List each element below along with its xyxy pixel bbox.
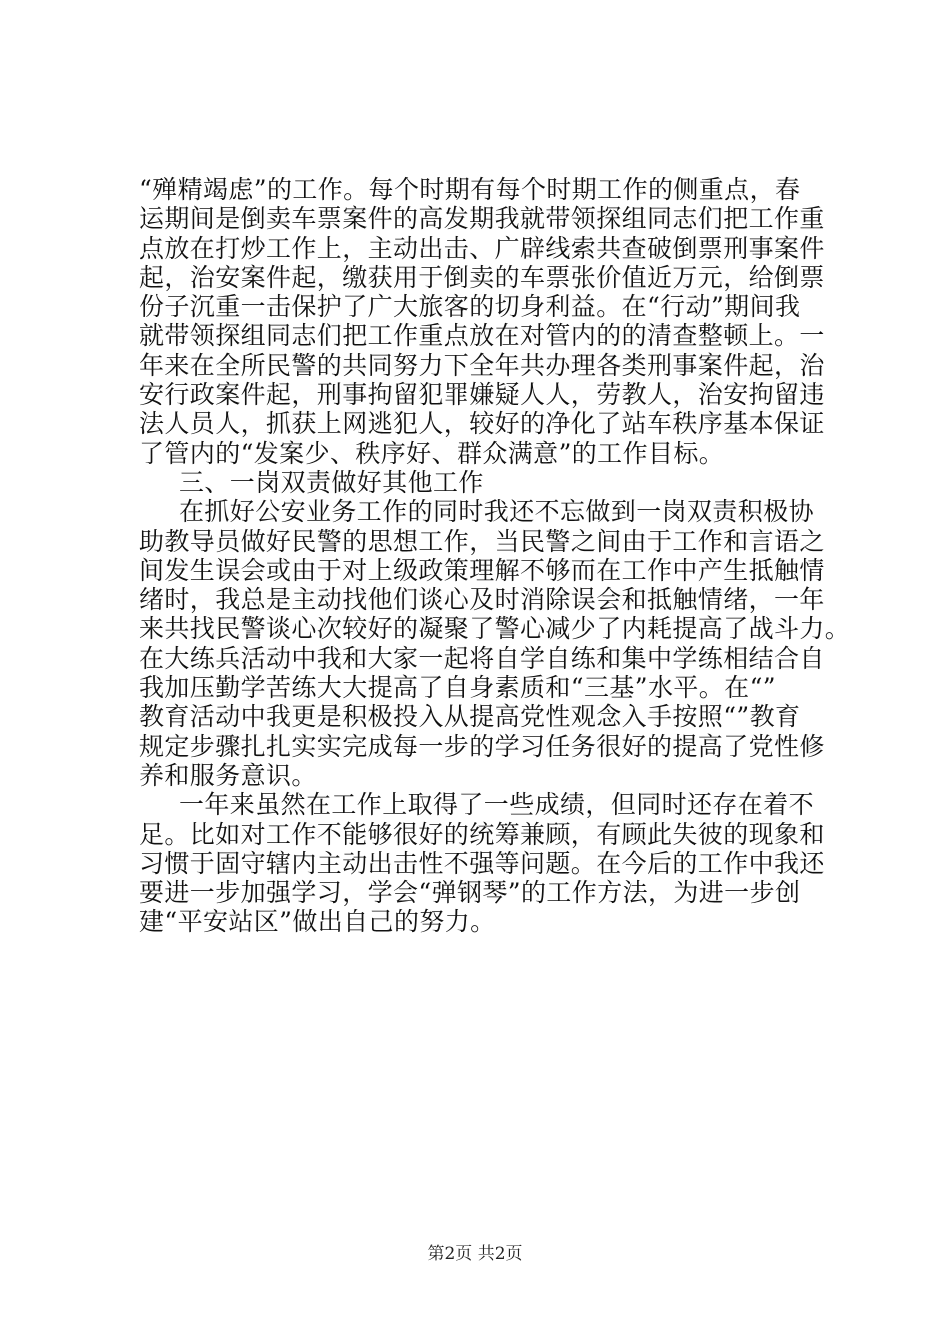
text-line: 在抓好公安业务工作的同时我还不忘做到一岗双责积极协 [179,497,815,527]
text-line: 助教导员做好民警的思想工作，当民警之间由于工作和言语之 [139,526,825,556]
text-line: 点放在打炒工作上，主动出击、广辟线索共查破倒票刑事案件 [139,233,825,263]
text-line: 我加压勤学苦练大大提高了自身素质和“三基”水平。在“” [139,673,776,703]
text-line: 年来在全所民警的共同努力下全年共办理各类刑事案件起，治 [139,350,825,380]
text-line: 要进一步加强学习，学会“弹钢琴”的工作方法，为进一步创 [139,878,801,908]
text-line: 规定步骤扎扎实实完成每一步的学习任务很好的提高了党性修 [139,731,825,761]
text-line: 来共找民警谈心次较好的凝聚了警心减少了内耗提高了战斗力。 [139,614,851,644]
text-line: 建“平安站区”做出自己的努力。 [139,907,496,937]
text-line: “殚精竭虑”的工作。每个时期有每个时期工作的侧重点，春 [139,175,801,204]
text-line: 起，治安案件起，缴获用于倒卖的车票张价值近万元，给倒票 [139,262,825,292]
text-line: 习惯于固守辖内主动出击性不强等问题。在今后的工作中我还 [139,848,825,878]
text-line: 足。比如对工作不能够很好的统筹兼顾，有顾此失彼的现象和 [139,819,825,849]
text-line: 法人员人，抓获上网逃犯人，较好的净化了站车秩序基本保证 [139,409,825,439]
text-line: 运期间是倒卖车票案件的高发期我就带领探组同志们把工作重 [139,204,825,234]
text-line: 间发生误会或由于对上级政策理解不够而在工作中产生抵触情 [139,555,825,585]
text-line: 安行政案件起，刑事拘留犯罪嫌疑人人，劳教人，治安拘留违 [139,380,825,410]
document-body [139,175,851,937]
text-line: 就带领探组同志们把工作重点放在对管内的的清查整顿上。一 [139,321,825,351]
text-line: 绪时，我总是主动找他们谈心及时消除误会和抵触情绪，一年 [139,585,825,615]
text-line: 教育活动中我更是积极投入从提高党性观念入手按照“”教育 [139,702,801,732]
text-line: 一年来虽然在工作上取得了一些成绩，但同时还存在着不 [179,790,815,820]
text-line: 份子沉重一击保护了广大旅客的切身利益。在“行动”期间我 [139,292,801,322]
text-line: 在大练兵活动中我和大家一起将自学自练和集中学练相结合自 [139,643,825,673]
text-line: 了管内的“发案少、秩序好、群众满意”的工作目标。 [139,438,725,468]
section-heading: 三、一岗双责做好其他工作 [179,467,484,497]
page-number-footer: 第2页 共2页 [427,1244,523,1264]
text-line: 养和服务意识。 [139,760,317,790]
